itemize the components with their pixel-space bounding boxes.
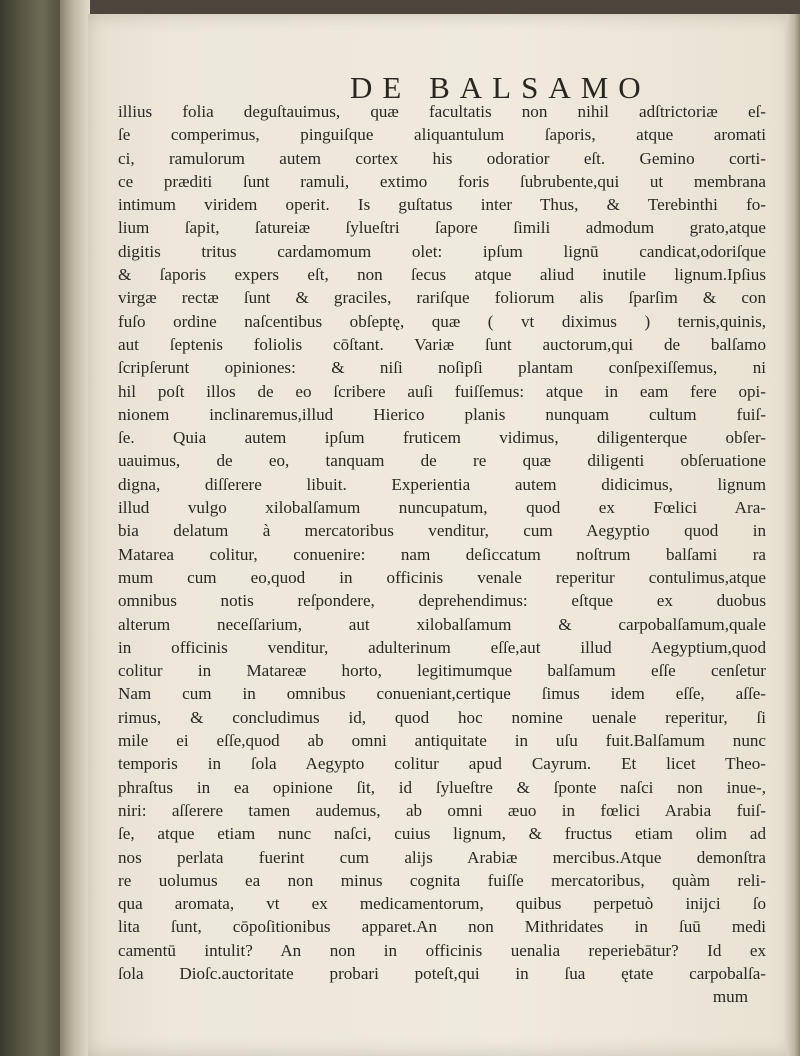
text-line: alterum neceſſarium, aut xilobalſamum & carpobalſamum,quale (118, 614, 766, 634)
text-line: niri: aſſerere tamen audemus, ab omni æuo in fœlici Arabia fuiſ- (118, 800, 766, 820)
text-line: re uolumus ea non minus cognita fuiſſe mercatoribus, quàm reli- (118, 870, 766, 890)
text-line: mum (712, 987, 748, 1007)
running-head: DE BALSAMO (350, 70, 651, 105)
text-line: ci, ramulorum autem cortex his odoratior eſt. Gemino corti- (118, 148, 766, 168)
text-line: ce præditi ſunt ramuli, extimo foris ſubrubente,qui ut membrana (118, 171, 766, 191)
text-line: & ſaporis expers eſt, non ſecus atque aliud inutile lignum.Ipſius (118, 265, 766, 285)
text-line: uauimus, de eo, tanquam de re quæ diligenti obſeruatione (118, 451, 766, 471)
text-line: Nam cum in omnibus conueniant,certique ſimus idem eſſe, aſſe- (118, 684, 766, 704)
text-line: colitur in Matareæ horto, legitimumque balſamum eſſe cenſetur (118, 661, 766, 681)
text-line: bia delatum à mercatoribus venditur, cum Aegyptio quod in (118, 521, 766, 541)
text-line: Matarea colitur, conuenire: nam deſiccatum noſtrum balſami ra (118, 544, 766, 564)
text-line: illius folia deguſtauimus, quæ facultatis non nihil adſtrictoriæ eſ- (118, 102, 766, 121)
text-line: hil poſt illos de eo ſcribere auſi fuiſſemus: atque in eam fere opi- (118, 381, 766, 401)
text-line: nionem inclinaremus,illud Hierico planis nunquam cultum fuiſ- (118, 404, 766, 424)
body-text (118, 100, 766, 1009)
text-line: lita ſunt, cōpoſitionibus apparet.An non Mithridates in ſuū medi (118, 917, 766, 937)
text-line: ſe comperimus, pinguiſque aliquantulum ſaporis, atque aromati (118, 125, 766, 145)
text-line: mum cum eo,quod in officinis venale reperitur contulimus,atque (118, 567, 766, 587)
text-line: temporis in ſola Aegypto colitur apud Cayrum. Et licet Theo- (118, 754, 766, 774)
text-line: illud vulgo xilobalſamum nuncupatum, quod ex Fœlici Ara- (118, 498, 766, 518)
text-line: ſe. Quia autem ipſum fruticem vidimus, diligenterque obſer- (118, 428, 766, 448)
text-line: camentū intulit? An non in officinis uenalia reperiebātur? Id ex (118, 940, 766, 960)
book-binding (0, 0, 60, 1056)
text-line: aut ſeptenis foliolis cōſtant. Variæ ſunt auctorum,qui de balſamo (118, 334, 766, 354)
text-line: digna, diſſerere libuit. Experientia autem didicimus, lignum (118, 474, 766, 494)
text-line: intimum viridem operit. Is guſtatus inter Thus, & Terebinthi fo- (118, 195, 766, 215)
text-line: mile ei eſſe,quod ab omni antiquitate in uſu fuit.Balſamum nunc (118, 731, 766, 751)
text-line: omnibus notis reſpondere, deprehendimus: eſtque ex duobus (118, 591, 766, 611)
text-line: ſcripſerunt opiniones: & niſi noſipſi plantam conſpexiſſemus, ni (118, 358, 766, 378)
text-line: rimus, & concludimus id, quod hoc nomine uenale reperitur, ſi (118, 707, 766, 727)
text-line: virgæ rectæ ſunt & graciles, rariſque foliorum alis ſparſim & con (118, 288, 766, 308)
text-line: digitis tritus cardamomum olet: ipſum lignū candicat,odoriſque (118, 241, 766, 261)
text-line: nos perlata fuerint cum alijs Arabiæ mercibus.Atque demonſtra (118, 847, 766, 867)
text-line: ſe, atque etiam nunc naſci, cuius lignum, & fructus etiam olim ad (118, 824, 766, 844)
text-line: in officinis venditur, adulterinum eſſe,aut illud Aegyptium,quod (118, 637, 766, 657)
page-edge (786, 14, 800, 1056)
text-line: qua aromata, vt ex medicamentorum, quibus perpetuò inijci ſo (118, 894, 766, 914)
text-line: phraſtus in ea opinione ſit, id ſylueſtre & ſponte naſci non inue-, (118, 777, 766, 797)
text-line: fuſo ordine naſcentibus obſeptę, quæ ( vt diximus ) ternis,quinis, (118, 311, 766, 331)
text-line: ſola Dioſc.auctoritate probari poteſt,qui in ſua ętate carpobalſa- (118, 963, 766, 983)
page-stack-edge (60, 0, 90, 1056)
text-line: lium ſapit, ſatureiæ ſylueſtri ſapore ſimili admodum grato,atque (118, 218, 766, 238)
